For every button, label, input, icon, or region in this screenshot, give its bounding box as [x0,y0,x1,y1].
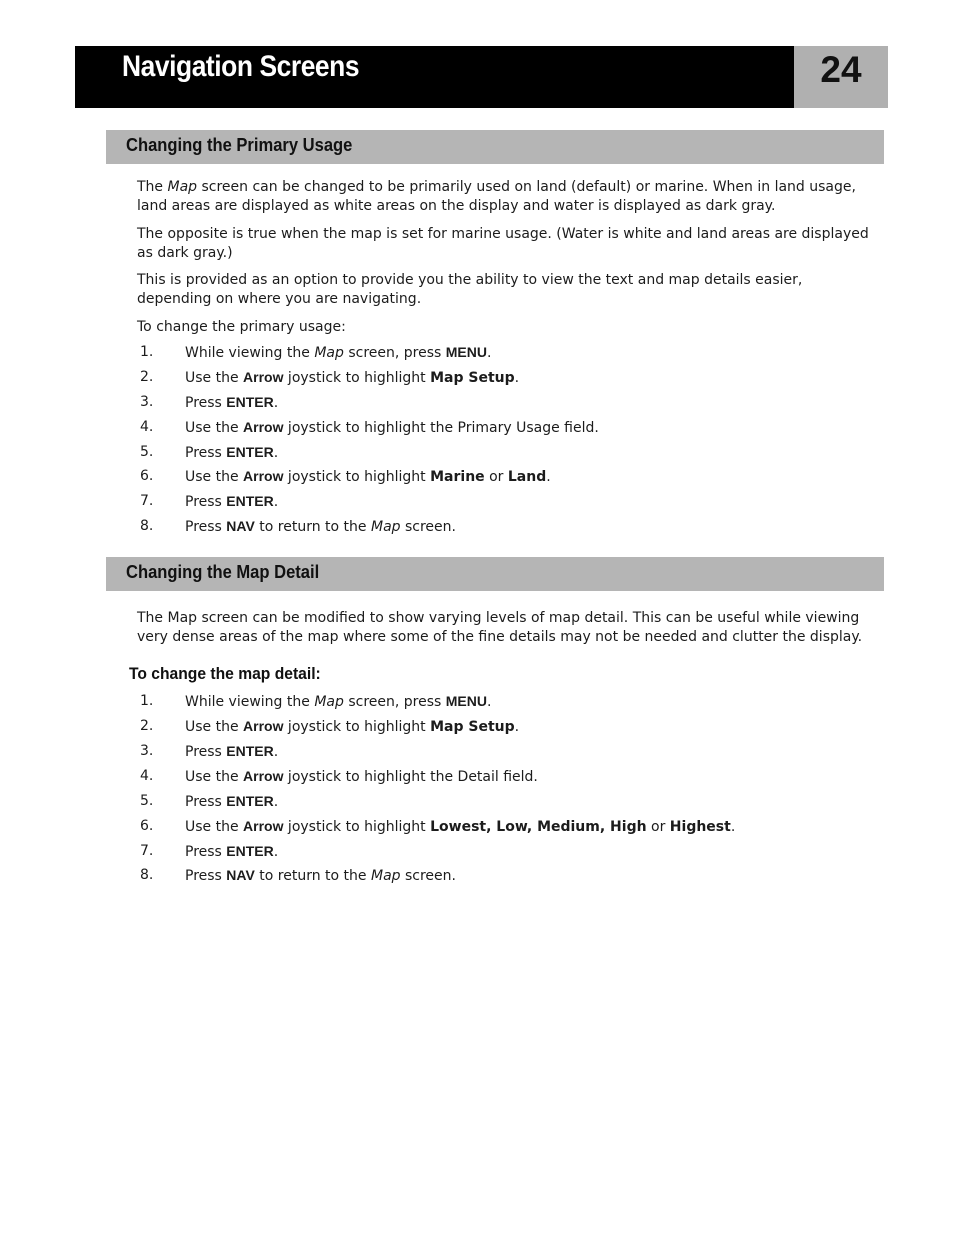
step-item: 3. Press ENTER. [140,743,279,760]
section-header-primary-usage [106,130,884,164]
field-label: Marine [430,469,485,485]
key-label: ENTER [226,444,274,460]
key-label: Arrow [243,419,284,435]
subheading-change-map-detail: To change the map detail: [129,664,321,683]
key-label: Arrow [243,818,284,834]
step-item: 5. Press ENTER. [140,793,279,810]
key-label: ENTER [226,493,274,509]
step-item: 6. Use the Arrow joystick to highlight Marine or Land. [140,468,551,485]
key-label: MENU [445,693,487,709]
steps-intro: To change the primary usage: [137,319,346,335]
section-title: Changing the Primary Usage [126,135,353,155]
key-label: NAV [226,518,255,534]
key-label: Arrow [243,768,284,784]
step-item: 6. Use the Arrow joystick to highlight Lowest, Low, Medium, High or Highest. [140,818,736,835]
step-item: 3. Press ENTER. [140,394,279,411]
field-label: Map Setup [430,370,515,386]
step-item: 2. Use the Arrow joystick to highlight Map Setup. [140,369,520,386]
key-label: Arrow [243,718,284,734]
step-item: 7. Press ENTER. [140,493,279,510]
paragraph-primary-usage-3: This is provided as an option to provide you the ability to view the text and map details easier, depending on where you are navigating. [137,272,803,307]
field-label: Highest [669,819,731,835]
key-label: MENU [445,344,487,360]
page-number-box [794,46,888,108]
step-item: 5. Press ENTER. [140,444,279,461]
paragraph-primary-usage-2: The opposite is true when the map is set for marine usage. (Water is white and land areas are displayed as dark gray.) [137,226,869,261]
key-label: ENTER [226,843,274,859]
section-title: Changing the Map Detail [126,562,320,582]
page-header [75,46,794,108]
key-label: Arrow [243,468,284,484]
paragraph-primary-usage-1: The Map screen can be changed to be primarily used on land (default) or marine. When in land usage, land areas are displayed as white areas on the display and water is displayed as dark gray. [137,179,856,214]
step-item: 4. Use the Arrow joystick to highlight the Detail field. [140,768,538,785]
key-label: ENTER [226,793,274,809]
step-item: 8. Press NAV to return to the Map screen. [140,867,456,884]
field-label: Land [507,469,547,485]
step-item: 1. While viewing the Map screen, press MENU. [140,693,492,710]
key-label: NAV [226,867,255,883]
page-number: 24 [820,49,862,90]
field-label: Map Setup [430,719,515,735]
step-item: 8. Press NAV to return to the Map screen. [140,518,456,535]
step-item: 4. Use the Arrow joystick to highlight the Primary Usage field. [140,419,599,436]
step-item: 1. While viewing the Map screen, press MENU. [140,344,492,361]
field-label: Lowest, Low, Medium, High [430,819,647,835]
step-item: 7. Press ENTER. [140,843,279,860]
page-title: Navigation Screens [122,50,360,83]
key-label: Arrow [243,369,284,385]
key-label: ENTER [226,743,274,759]
section-header-map-detail [106,557,884,591]
key-label: ENTER [226,394,274,410]
paragraph-map-detail: The Map screen can be modified to show varying levels of map detail. This can be useful while viewing very dense areas of the map where some of the fine details may not be needed and clutter the display. [137,610,863,645]
step-item: 2. Use the Arrow joystick to highlight Map Setup. [140,718,520,735]
